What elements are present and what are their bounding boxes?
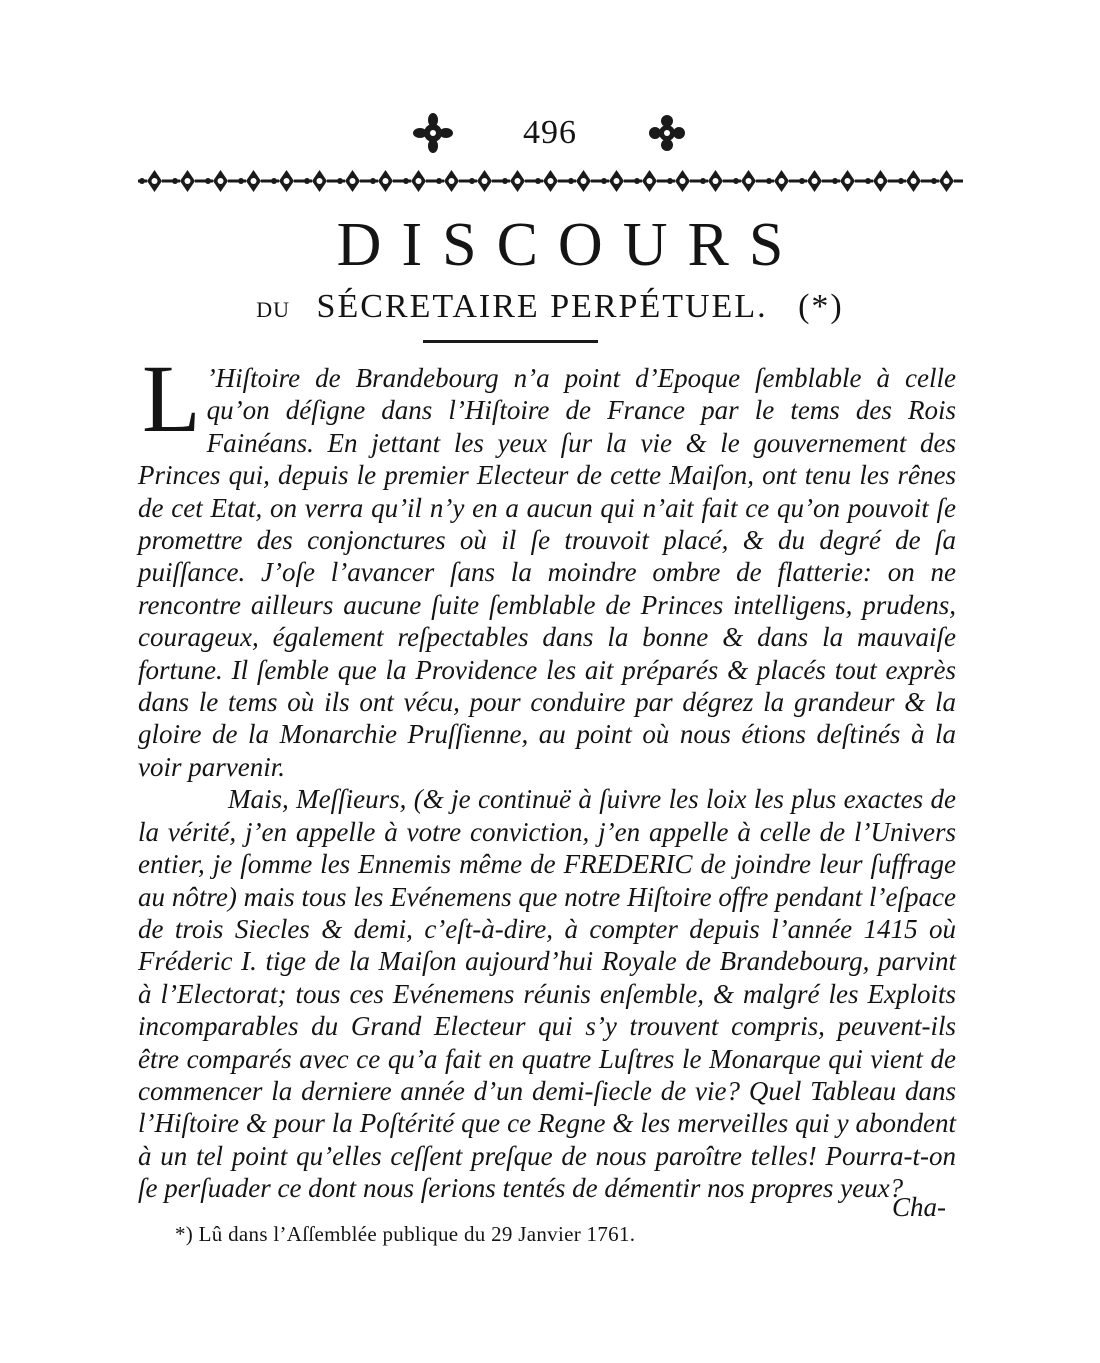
drop-cap: L — [142, 345, 201, 452]
catchword: Cha- — [892, 1192, 946, 1222]
page-header — [0, 108, 1100, 158]
subtitle-prefix: DU — [256, 297, 291, 322]
page-title: DISCOURS — [336, 211, 804, 279]
fleuron-band-icon — [138, 168, 963, 194]
flower-ornament-icon — [647, 113, 687, 153]
footnote-marker: (*) — [798, 288, 844, 325]
paragraph-2: Mais, Meſſieurs, (& je continuë à ſuivre les loix les plus exactes de la vérité, j’en appelle à votre conviction, j’en appelle à celle de l’Univers entier, je ſomme les Ennemis même de FREDERIC de joindre leur ſuffrage au nôtre) mais tous les Evénemens que notre Hiſtoire offre pendant l’eſpace de trois Siecles & demi, c’eſt-à-dire, à compter depuis l’année 1415 où Fréderic I. tige de la Maiſon aujourd’hui Royale de Brandebourg, parvint à l’Electorat; tous ces Evénemens réunis enſemble, & malgré les Exploits incomparables du Grand Electeur qui s’y trouvent compris, peuvent-ils être comparés avec ce qu’a fait en quatre Luſtres le Monarque qui vient de commencer la derniere année d’un demi-ſiecle de vie? Quel Tableau dans l’Hiſtoire & pour la Poſtérité que ce Regne & les merveilles qui y abondent à un tel point qu’elles ceſſent preſque de nous paroître telles! Pourra-t-on ſe perſuader ce dont nous ſerions tentés de démentir nos propres yeux? — [138, 784, 956, 1204]
flower-ornament-icon — [413, 113, 453, 153]
paragraph-1 — [138, 345, 956, 783]
footnote: *) Lû dans l’Aſſemblée publique du 29 Janvier 1761. — [175, 1222, 636, 1246]
page-number: 496 — [523, 114, 577, 151]
page-subtitle — [0, 283, 1100, 334]
subtitle-text: SÉCRETAIRE PERPÉTUEL. — [316, 288, 768, 325]
paragraph-1-text: ’Hiſtoire de Brandebourg n’a point d’Epoque ſemblable à celle qu’on déſigne dans l’Hiſtoire de France par le tems des Rois Fainéans. En jettant les yeux ſur la vie & le gouvernement des Princes qui, depuis le premier Electeur de cette Maiſon, ont tenu les rênes de cet Etat, on verra qu’il n’y en a aucun qui n’ait fait ce qu’on pouvoit ſe promettre des conjonctures où il ſe trouvoit placé, & du degré de ſa puiſſance. J’oſe l’avancer ſans la moindre ombre de flatterie: on ne rencontre ailleurs aucune ſuite ſemblable de Princes intelligens, prudens, courageux, également reſpectables dans la bonne & dans la mauvaiſe fortune. Il ſemble que la Providence les ait préparés & placés tout exprès dans le tems où ils ont vécu, pour conduire par dégrez la grandeur & la gloire de la Monarchie Pruſſienne, au point où nous étions deſtinés à la voir parvenir. — [138, 363, 956, 782]
title-rule — [423, 340, 598, 343]
body-text — [138, 345, 956, 1205]
